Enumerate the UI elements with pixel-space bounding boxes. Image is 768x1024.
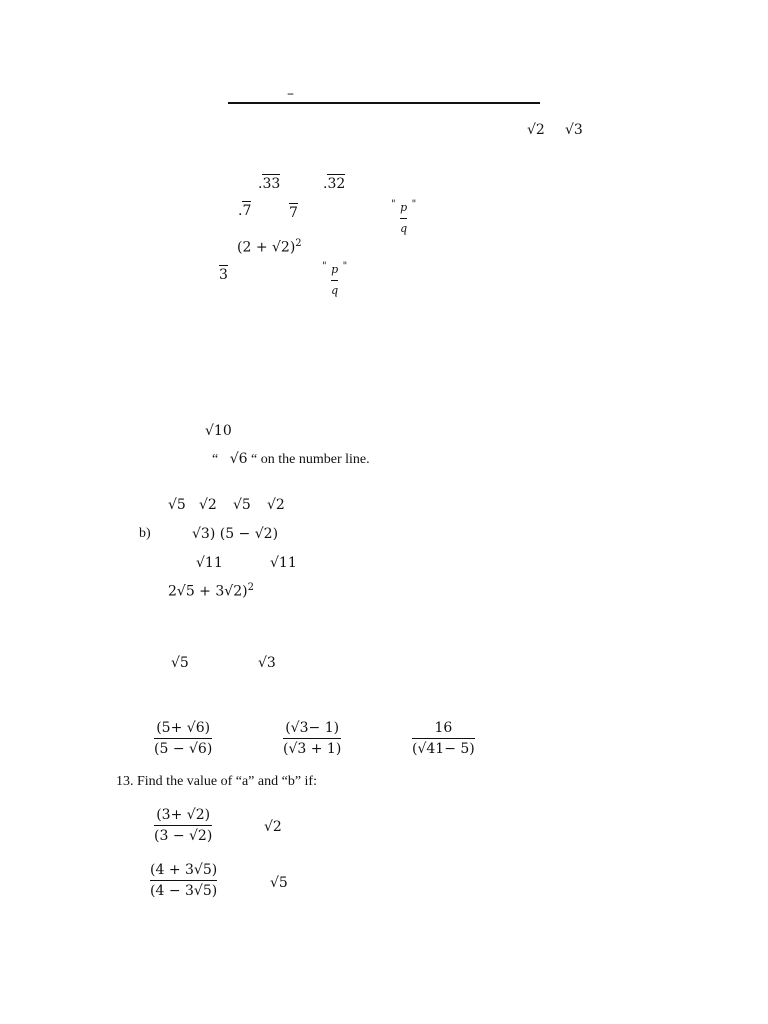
fraction-bar — [400, 218, 407, 219]
repeating-decimal-32 — [323, 176, 345, 192]
fraction-bar — [154, 738, 212, 739]
fraction — [154, 807, 212, 844]
repeating-digits: 33 — [262, 176, 281, 192]
number-line-instruction — [212, 451, 370, 468]
base-expression: 2√5 + 3√2) — [168, 583, 248, 600]
sqrt11-term: √11 — [270, 555, 297, 571]
p-q-fraction — [331, 262, 338, 299]
p-q-fraction — [400, 200, 407, 237]
fraction — [150, 862, 217, 899]
product-expression: √3) (5 − √2) — [192, 526, 279, 542]
sqrt5-term: √5 — [171, 655, 189, 671]
squared-sum-expression — [168, 583, 254, 600]
fraction — [283, 720, 341, 757]
question-13: 13. Find the value of “a” and “b” if: — [116, 774, 317, 789]
sqrt2-term: √2 — [264, 819, 282, 835]
denominator-q: q — [400, 222, 408, 235]
repeating-decimal-33 — [258, 176, 280, 192]
sqrt10-term: √10 — [205, 423, 232, 439]
denominator: (4 − 3√5) — [150, 883, 218, 899]
sqrt3-term: √3 — [258, 655, 276, 671]
fraction-bar — [412, 738, 475, 739]
open-quote: " — [322, 261, 327, 272]
sqrt-term: √2 — [267, 497, 285, 513]
open-quote: “ — [212, 452, 219, 467]
decimal-point: . — [258, 176, 263, 192]
fraction — [154, 720, 212, 757]
sqrt5-term: √5 — [270, 875, 288, 891]
numerator: (√3− 1) — [285, 720, 340, 736]
close-quote: " — [411, 199, 417, 210]
p-over-q-form — [322, 262, 347, 299]
sqrt11-term: √11 — [196, 555, 223, 571]
decimal-point: . — [238, 203, 243, 219]
p-over-q-form — [391, 200, 416, 237]
sqrt-term: √5 — [233, 497, 251, 513]
sqrt3-term: √3 — [565, 122, 583, 138]
header-dash: – — [287, 86, 294, 102]
sqrt-term: √5 — [168, 497, 186, 513]
repeating-digits: 32 — [327, 176, 346, 192]
fraction-bar — [154, 825, 212, 826]
numerator-p: p — [400, 201, 408, 214]
open-quote: " — [391, 199, 396, 210]
fraction-bar — [283, 738, 341, 739]
part-label-b: b) — [139, 526, 151, 541]
fraction-bar — [150, 880, 217, 881]
instruction-text: “ on the number line. — [251, 452, 370, 467]
denominator: (√3 + 1) — [283, 741, 342, 757]
repeating-decimal-7 — [238, 203, 251, 219]
decimal-point: . — [323, 176, 328, 192]
squared-expression — [237, 239, 302, 256]
numerator: (4 + 3√5) — [150, 862, 218, 878]
repeating-digits: 7 — [242, 203, 252, 219]
fraction-bar — [331, 280, 338, 281]
sqrt-term: √2 — [199, 497, 217, 513]
numerator-p: p — [331, 263, 339, 276]
sqrt2-term: √2 — [527, 122, 545, 138]
fraction — [412, 720, 475, 757]
repeating-digit-7: 7 — [289, 205, 298, 221]
denominator: (5 − √6) — [154, 741, 213, 757]
sqrt6-term: √6 — [229, 451, 248, 467]
numerator: (5+ √6) — [156, 720, 211, 736]
exponent: 2 — [295, 238, 302, 249]
close-quote: " — [342, 261, 348, 272]
denominator: (√41− 5) — [412, 741, 475, 757]
repeating-digit-3: 3 — [219, 267, 228, 283]
denominator: (3 − √2) — [154, 828, 213, 844]
numerator: 16 — [434, 720, 453, 736]
denominator-q: q — [331, 284, 339, 297]
header-rule — [228, 102, 540, 104]
numerator: (3+ √2) — [156, 807, 211, 823]
exponent: 2 — [247, 582, 254, 593]
base-expression: (2 + √2) — [237, 239, 296, 256]
